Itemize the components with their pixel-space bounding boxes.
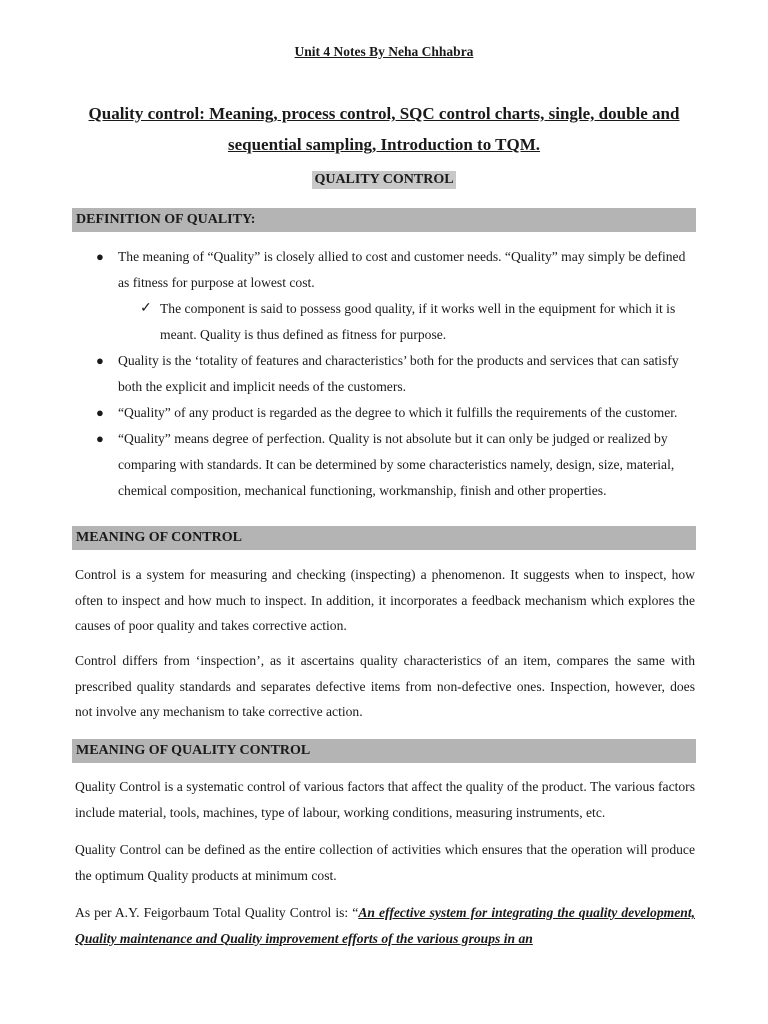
notes-author-title: Unit 4 Notes By Neha Chhabra	[294, 44, 474, 59]
quote-lead: As per A.Y. Feigorbaum Total Quality Control is: “	[75, 905, 359, 920]
checkmark-icon: ✓	[140, 301, 152, 316]
section-heading-quality-control: MEANING OF QUALITY CONTROL	[72, 739, 696, 763]
list-item	[72, 348, 696, 400]
bullet-dot-icon: ●	[96, 249, 104, 264]
list-item	[72, 400, 696, 426]
section-heading-definition: DEFINITION OF QUALITY:	[72, 208, 696, 232]
list-item-text: The component is said to possess good quality, if it works well in the equipment for which it is meant. Quality is thus defined as fitness for purpose.	[160, 301, 676, 342]
main-title: Quality control: Meaning, process control, SQC control charts, single, double and sequential sampling, Introduction to TQM.	[88, 104, 680, 154]
list-item-text: “Quality” of any product is regarded as the degree to which it fulfills the requirements of the customer.	[118, 405, 678, 420]
control-paragraph-2: Control differs from ‘inspection’, as it ascertains quality characteristics of an item, compares the same with prescribed quality standards and separates defective items from non-defective ones. Inspection, however, does not involve any mechanism to take corrective action.	[75, 653, 695, 719]
bullet-dot-icon: ●	[96, 353, 104, 368]
list-item	[72, 244, 696, 296]
list-item-sub	[72, 296, 696, 348]
feigenbaum-quote: An effective system for integrating the quality development, Quality maintenance and Quality improvement efforts of the various groups in an	[75, 905, 695, 946]
quality-control-heading-wrap	[0, 170, 768, 189]
list-item-text: The meaning of “Quality” is closely allied to cost and customer needs. “Quality” may simply be defined as fitness for purpose at lowest cost.	[118, 249, 686, 290]
list-item	[72, 426, 696, 504]
section-heading-control: MEANING OF CONTROL	[72, 526, 696, 550]
list-item-text: Quality is the ‘totality of features and characteristics’ both for the products and services that can satisfy both the explicit and implicit needs of the customers.	[118, 353, 679, 394]
bullet-dot-icon: ●	[96, 431, 104, 446]
definition-list	[72, 244, 696, 504]
quality-control-paragraph-3	[75, 900, 695, 951]
quality-control-paragraph-2: Quality Control can be defined as the entire collection of activities which ensures that the operation will produce the optimum Quality products at minimum cost.	[75, 842, 695, 883]
list-item-text: “Quality” means degree of perfection. Quality is not absolute but it can only be judged or realized by comparing with standards. It can be determined by some characteristics namely, design, size, material, chemical composition, mechanical functioning, workmanship, finish and other properties.	[118, 431, 675, 498]
quality-control-heading: QUALITY CONTROL	[314, 172, 454, 187]
control-paragraph-1: Control is a system for measuring and checking (inspecting) a phenomenon. It suggests when to inspect, how often to inspect and how much to inspect. In addition, it incorporates a feedback mechanism which explores the causes of poor quality and takes corrective action.	[75, 567, 695, 633]
quality-control-paragraph-1: Quality Control is a systematic control of various factors that affect the quality of the product. The various factors include material, tools, machines, type of labour, working conditions, measuring instruments, etc.	[75, 779, 695, 820]
bullet-dot-icon: ●	[96, 405, 104, 420]
